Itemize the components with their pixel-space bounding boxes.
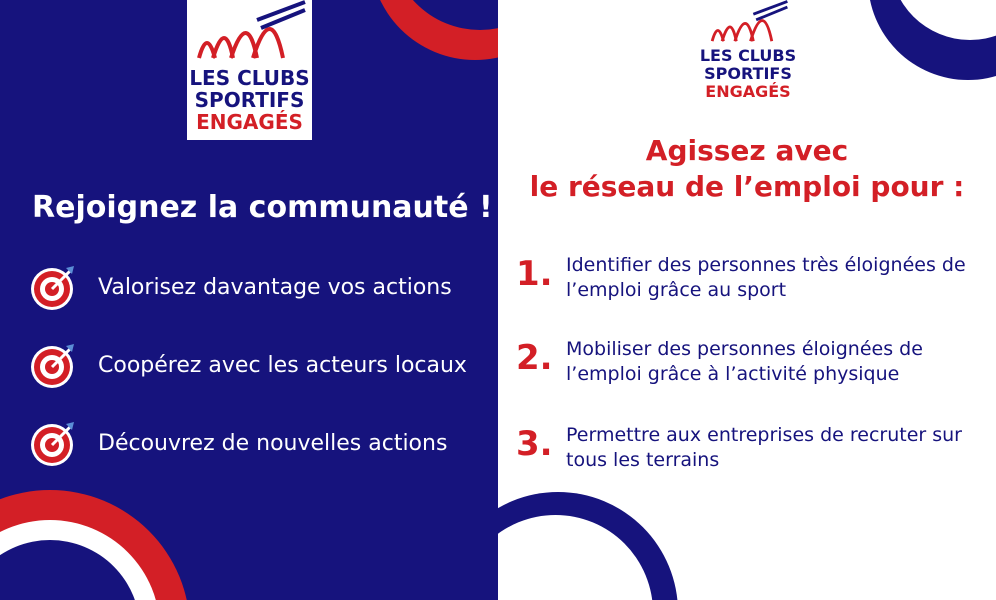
right-title-line-2: le réseau de l’emploi pour : — [529, 170, 965, 203]
list-item-text: Valorisez davantage vos actions — [98, 274, 452, 300]
item-number: 2. — [516, 338, 553, 378]
dart-target-icon — [28, 418, 78, 468]
logo — [187, 0, 312, 140]
logo-line-2: SPORTIFS — [194, 88, 305, 112]
numbered-item — [516, 424, 962, 474]
logo-line-1: LES CLUBS — [189, 66, 310, 90]
logo-tracks-icon — [187, 0, 312, 62]
logo — [696, 0, 800, 104]
dart-target-icon — [28, 340, 78, 390]
list-item-text: Découvrez de nouvelles actions — [98, 430, 448, 456]
item-number: 3. — [516, 424, 553, 464]
logo-line-2: SPORTIFS — [704, 64, 792, 83]
logo-tracks-icon — [696, 0, 800, 44]
item-text-line-2: l’emploi grâce à l’activité physique — [566, 363, 900, 385]
item-text-line-2: tous les terrains — [566, 449, 720, 471]
item-text-line-1: Permettre aux entreprises de recruter sur — [566, 424, 962, 446]
left-heading: Rejoignez la communauté ! — [32, 190, 493, 225]
dart-target-icon — [28, 262, 78, 312]
right-panel — [498, 0, 996, 600]
logo-line-1: LES CLUBS — [699, 46, 797, 65]
list-item — [28, 262, 452, 312]
item-number: 1. — [516, 254, 553, 294]
item-text-line-2: l’emploi grâce au sport — [566, 279, 787, 301]
list-item — [28, 418, 447, 468]
numbered-item — [516, 254, 966, 304]
logo-line-3: ENGAGÉS — [196, 110, 303, 134]
item-text-line-1: Identifier des personnes très éloignées de — [566, 254, 966, 276]
right-title-line-1: Agissez avec — [645, 134, 849, 167]
list-item-text: Coopérez avec les acteurs locaux — [98, 352, 467, 378]
list-item — [28, 340, 467, 390]
item-text-line-1: Mobiliser des personnes éloignées de — [566, 338, 923, 360]
numbered-item — [516, 338, 923, 388]
logo-line-3: ENGAGÉS — [705, 82, 791, 101]
